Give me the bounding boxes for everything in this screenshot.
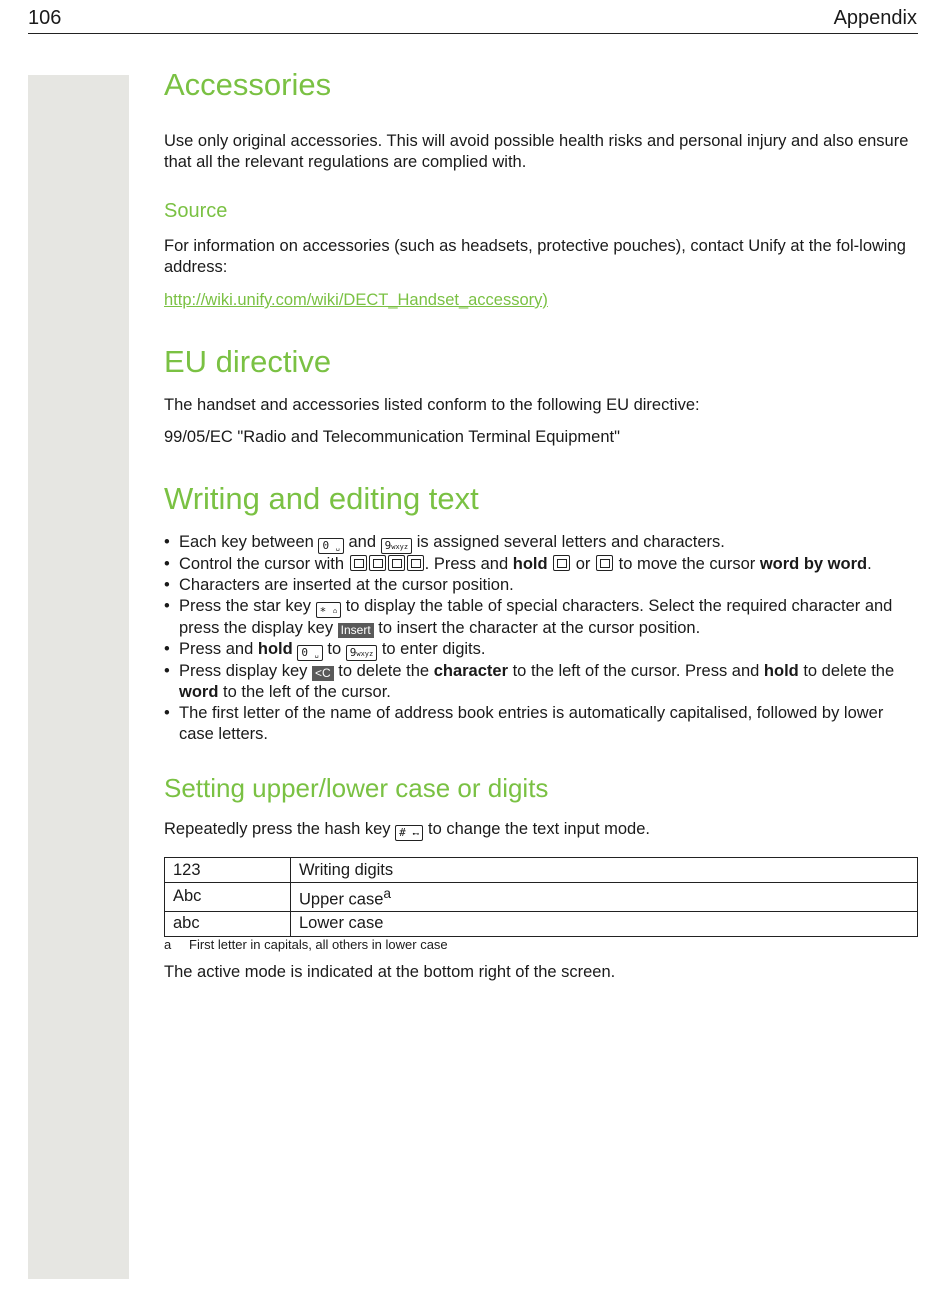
table-row	[165, 883, 918, 912]
eu-line-1: The handset and accessories listed conform to the following EU directive:	[164, 396, 700, 414]
closing-text: The active mode is indicated at the bottom right of the screen.	[164, 963, 616, 981]
case-intro: Repeatedly press the hash key # ⊷ to change the text input mode.	[164, 820, 650, 839]
list-item: • Characters are inserted at the cursor position.	[164, 575, 918, 596]
key-9-icon: 9wxyz	[346, 645, 377, 661]
table-cell: abc	[165, 911, 291, 936]
table-cell: Abc	[165, 883, 291, 912]
list-item: • Press and hold 0 ␣ to 9wxyz to enter digits.	[164, 639, 918, 661]
key-0-icon: 0 ␣	[318, 538, 343, 554]
list-item: • Control the cursor with . Press and hold or to move the cursor word by word.	[164, 554, 918, 575]
side-margin-bar	[28, 75, 129, 1279]
heading-source: Source	[164, 200, 228, 222]
footnote-ref: a	[383, 886, 392, 901]
heading-eu-directive: EU directive	[164, 344, 332, 379]
header-rule	[28, 33, 918, 34]
cursor-left-icon	[553, 555, 570, 571]
table-row	[165, 911, 918, 936]
eu-line-2: 99/05/EC "Radio and Telecommunication Terminal Equipment"	[164, 428, 620, 446]
table-cell: Writing digits	[291, 858, 918, 883]
page-number: 106	[28, 7, 62, 29]
cursor-up-icon	[388, 555, 405, 571]
table-cell: 123	[165, 858, 291, 883]
key-0-icon: 0 ␣	[297, 645, 322, 661]
table-row	[165, 858, 918, 883]
insert-softkey: Insert	[338, 623, 374, 638]
star-key-icon: ∗ ⌂	[316, 602, 341, 618]
list-item: • Press display key <C to delete the character to the left of the cursor. Press and hold to delete the word to the left of the cursor.	[164, 661, 918, 703]
table-footnote: a First letter in capitals, all others in lower case	[164, 937, 448, 952]
cursor-right-icon	[596, 555, 613, 571]
section-title: Appendix	[833, 7, 917, 29]
key-9-icon: 9wxyz	[381, 538, 412, 554]
list-item: • Each key between 0 ␣ and 9wxyz is assigned several letters and characters.	[164, 532, 918, 554]
table-cell: Upper case$^a$	[291, 883, 918, 912]
table-cell: Lower case	[291, 911, 918, 936]
source-text: For information on accessories (such as headsets, protective pouches), contact Unify at the fol-lowing address:	[164, 237, 906, 276]
delete-softkey: <C	[312, 666, 334, 681]
writing-bullet-list	[164, 532, 918, 745]
list-item: • The first letter of the name of address book entries is automatically capitalised, followed by lower case letters.	[164, 703, 918, 745]
accessories-intro: Use only original accessories. This will avoid possible health risks and personal injury and also ensure that all the relevant regulations are complied with.	[164, 132, 909, 171]
cursor-down-icon	[407, 555, 424, 571]
heading-case: Setting upper/lower case or digits	[164, 773, 549, 803]
heading-writing: Writing and editing text	[164, 481, 479, 516]
hash-key-icon: # ⊷	[395, 825, 423, 841]
cursor-left-icon	[350, 555, 367, 571]
cursor-right-icon	[369, 555, 386, 571]
list-item: • Press the star key ∗ ⌂ to display the table of special characters. Select the required character and press the display key Insert to insert the character at the cursor position.	[164, 596, 918, 639]
heading-accessories: Accessories	[164, 67, 332, 102]
input-mode-table	[164, 857, 918, 937]
accessory-link[interactable]: http://wiki.unify.com/wiki/DECT_Handset_accessory)	[164, 291, 548, 309]
